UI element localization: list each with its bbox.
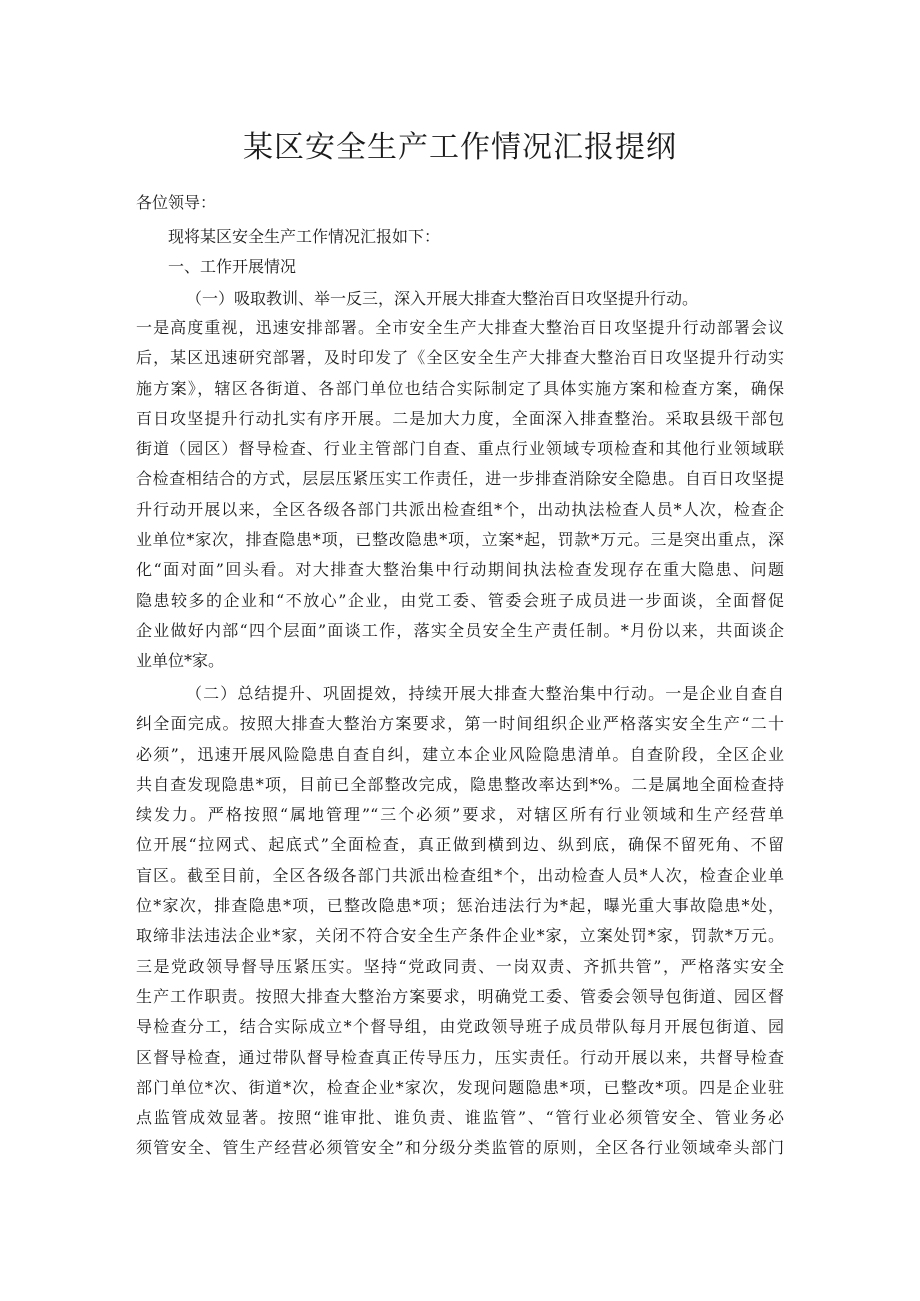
intro-sentence: 现将某区安全生产工作情况汇报如下： <box>168 227 441 246</box>
paragraph-2-line: 须管安全、管生产经营必须管安全”和分级分类监管的原则，全区各行业领域牵头部门 <box>136 1138 784 1158</box>
paragraph-2-line: 纠全面完成。按照大排查大整治方案要求，第一时间组织企业严格落实安全生产“二十 <box>136 714 784 734</box>
paragraph-2-line: 导检查分工，结合实际成立*个督导组，由党政领导班子成员带队每月开展包街道、园 <box>136 1017 784 1037</box>
paragraph-2-line: 生产工作职责。按照大排查大整治方案要求，明确党工委、管委会领导包街道、园区督 <box>136 986 784 1006</box>
paragraph-1-line: 隐患较多的企业和“不放心”企业，由党工委、管委会班子成员进一步面谈，全面督促 <box>136 590 784 610</box>
sub-heading-1: （一）吸取教训、举一反三，深入开展大排查大整治百日攻坚提升行动。 <box>186 289 699 308</box>
paragraph-2-line: 必须”，迅速开展风险隐患自查自纠，建立本企业风险隐患清单。自查阶段，全区企业 <box>136 744 784 764</box>
paragraph-1-line: 百日攻坚提升行动扎实有序开展。二是加大力度，全面深入排查整治。采取县级干部包 <box>136 408 784 428</box>
paragraph-1-line: 企业做好内部“四个层面”面谈工作，落实全员安全生产责任制。*月份以来，共面谈企 <box>136 620 784 640</box>
paragraph-1-line: 业单位*家次，排查隐患*项，已整改隐患*项，立案*起，罚款*万元。三是突出重点，深 <box>136 530 784 550</box>
paragraph-2-line: 部门单位*次、街道*次，检查企业*家次，发现问题隐患*项，已整改*项。四是企业驻 <box>136 1077 784 1097</box>
paragraph-2-line: 盲区。截至目前，全区各级各部门共派出检查组*个，出动检查人员*人次，检查企业单 <box>136 865 784 885</box>
paragraph-1-line: 升行动开展以来，全区各级各部门共派出检查组*个，出动执法检查人员*人次，检查企 <box>136 499 784 519</box>
paragraph-2-line: 位开展“拉网式、起底式”全面检查，真正做到横到边、纵到底，确保不留死角、不留 <box>136 835 784 855</box>
paragraph-1-line: 施方案》，辖区各街道、各部门单位也结合实际制定了具体实施方案和检查方案，确保 <box>136 378 784 398</box>
paragraph-2-line: （二）总结提升、巩固提效，持续开展大排查大整治集中行动。一是企业自查自 <box>186 684 784 703</box>
paragraph-1 <box>136 313 784 677</box>
paragraph-1-line: 业单位*家。 <box>136 651 225 671</box>
salutation: 各位领导： <box>136 193 217 212</box>
paragraph-2-line: 位*家次，排查隐患*项，已整改隐患*项；惩治违法行为*起，曝光重大事故隐患*处， <box>136 896 784 916</box>
paragraph-2 <box>136 679 784 1164</box>
paragraph-2-line: 取缔非法违法企业*家，关闭不符合安全生产条件企业*家，立案处罚*家，罚款*万元。 <box>136 926 784 946</box>
paragraph-1-line: 一是高度重视，迅速安排部署。全市安全生产大排查大整治百日攻坚提升行动部署会议 <box>136 318 784 337</box>
paragraph-2-line: 点监管成效显著。按照“谁审批、谁负责、谁监管”、“管行业必须管安全、管业务必 <box>136 1108 784 1128</box>
paragraph-2-line: 共自查发现隐患*项，目前已全部整改完成，隐患整改率达到*%。二是属地全面检查持 <box>136 774 784 794</box>
paragraph-1-line: 合检查相结合的方式，层层压紧压实工作责任，进一步排查消除安全隐患。自百日攻坚提 <box>136 469 784 489</box>
paragraph-2-line: 续发力。严格按照“属地管理”“三个必须”要求，对辖区所有行业领域和生产经营单 <box>136 805 784 825</box>
paragraph-2-line: 区督导检查，通过带队督导检查真正传导压力，压实责任。行动开展以来，共督导检查 <box>136 1047 784 1067</box>
paragraph-1-line: 街道（园区）督导检查、行业主管部门自查、重点行业领域专项检查和其他行业领域联 <box>136 439 784 459</box>
document-title: 某区安全生产工作情况汇报提纲 <box>243 130 677 165</box>
section-heading: 一、工作开展情况 <box>168 257 297 276</box>
paragraph-1-line: 后，某区迅速研究部署，及时印发了《全区安全生产大排查大整治百日攻坚提升行动实 <box>136 348 784 368</box>
paragraph-1-line: 化“面对面”回头看。对大排查大整治集中行动期间执法检查发现存在重大隐患、问题 <box>136 560 784 580</box>
paragraph-2-line: 三是党政领导督导压紧压实。坚持“党政同责、一岗双责、齐抓共管”，严格落实安全 <box>136 956 784 976</box>
